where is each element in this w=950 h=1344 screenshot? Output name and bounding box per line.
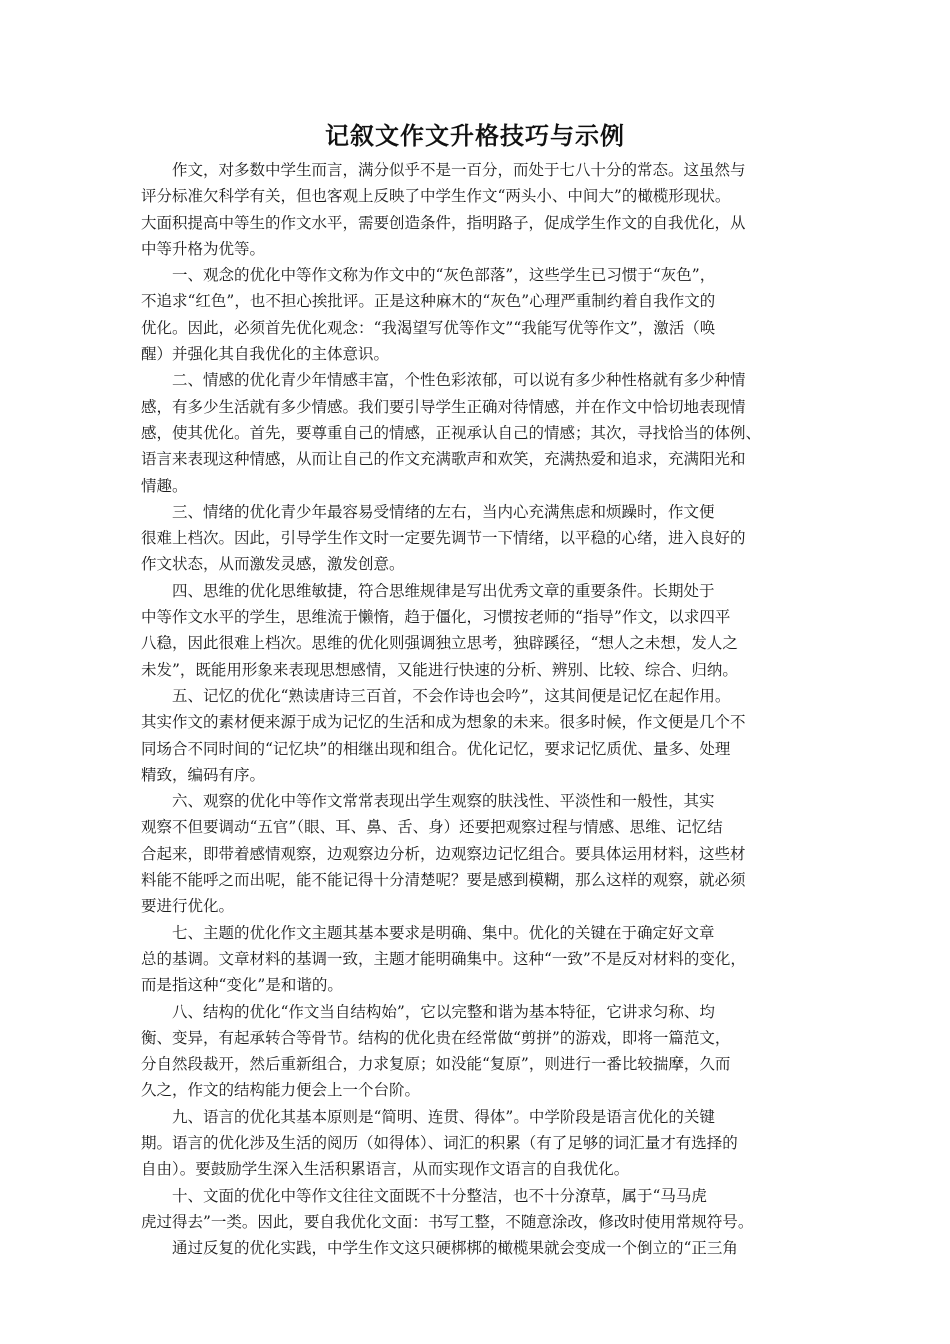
- paragraph-line: 评分标准欠科学有关，但也客观上反映了中学生作文“两头小、中间大”的橄榄形现状。: [141, 187, 731, 206]
- paragraph-line: 合起来，即带着感情观察，边观察边分析，边观察边记忆组合。要具体运用材料，这些材: [141, 844, 746, 863]
- paragraph-line: 期。语言的优化涉及生活的阅历（如得体）、词汇的积累（有了足够的词汇量才有选择的: [141, 1133, 738, 1152]
- paragraph-first-line: 七、主题的优化作文主题其基本要求是明确、集中。优化的关键在于确定好文章: [172, 923, 715, 942]
- paragraph-line: 总的基调。文章材料的基调一致，主题才能明确集中。这种“一致”不是反对材料的变化，: [141, 949, 746, 968]
- paragraph-line: 观察不但要调动“五官”（眼、耳、鼻、舌、身）还要把观察过程与情感、思维、记忆结: [141, 818, 723, 837]
- paragraph-line: 醒）并强化其自我优化的主体意识。: [141, 345, 390, 364]
- paragraph-line: 分自然段裁开，然后重新组合，力求复原；如没能“复原”，则进行一番比较揣摩，久而: [141, 1055, 731, 1074]
- paragraph-first-line: 五、记忆的优化“熟读唐诗三百首，不会作诗也会吟”，这其间便是记忆在起作用。: [172, 686, 731, 705]
- document-body: [141, 157, 821, 1261]
- paragraph-line: 中等升格为优等。: [141, 239, 266, 258]
- document-title: 记叙文作文升格技巧与示例: [325, 122, 625, 150]
- paragraph-line: 感，使其优化。首先，要尊重自己的情感，正视承认自己的情感；其次，寻找恰当的体例、: [141, 423, 762, 442]
- paragraph-line: 同场合不同时间的“记忆块”的相继出现和组合。优化记忆，要求记忆质优、量多、处理: [141, 739, 731, 758]
- paragraph-line: 自由）。要鼓励学生深入生活积累语言，从而实现作文语言的自我优化。: [141, 1160, 630, 1179]
- paragraph-line: 语言来表现这种情感，从而让自己的作文充满歌声和欢笑，充满热爱和追求，充满阳光和: [141, 450, 746, 469]
- paragraph-line: 未发”，既能用形象来表现思想感情，又能进行快速的分析、辨别、比较、综合、归纳。: [141, 660, 738, 679]
- paragraph-first-line: 四、思维的优化思维敏捷，符合思维规律是写出优秀文章的重要条件。长期处于: [172, 581, 715, 600]
- paragraph-line: 作文状态，从而激发灵感，激发创意。: [141, 555, 405, 574]
- paragraph-first-line: 作文，对多数中学生而言，满分似乎不是一百分，而处于七八十分的常态。这虽然与: [172, 161, 746, 179]
- paragraph-first-line: 二、情感的优化青少年情感丰富，个性色彩浓郁，可以说有多少种性格就有多少种情: [172, 371, 746, 390]
- paragraph-first-line: 八、结构的优化“作文当自结构始”，它以完整和谐为基本特征，它讲求匀称、均: [172, 1002, 715, 1021]
- paragraph-first-line: 九、语言的优化其基本原则是“简明、连贯、得体”。中学阶段是语言优化的关键: [172, 1107, 715, 1126]
- paragraph-line: 感，有多少生活就有多少情感。我们要引导学生正确对待情感，并在作文中恰切地表现情: [141, 397, 746, 416]
- paragraph-first-line: 十、文面的优化中等作文往往文面既不十分整洁，也不十分潦草，属于“马马虎: [172, 1186, 707, 1205]
- paragraph-line: 情趣。: [141, 476, 188, 495]
- paragraph-line: 要进行优化。: [141, 897, 235, 916]
- paragraph-line: 大面积提高中等生的作文水平，需要创造条件，指明路子，促成学生作文的自我优化，从: [141, 213, 746, 232]
- paragraph-line: 虎过得去”一类。因此，要自我优化文面：书写工整，不随意涂改，修改时使用常规符号。: [141, 1212, 754, 1231]
- paragraph-line: 料能不能呼之而出呢，能不能记得十分清楚呢？要是感到模糊，那么这样的观察，就必须: [141, 871, 746, 890]
- paragraph-first-line: 六、观察的优化中等作文常常表现出学生观察的肤浅性、平淡性和一般性，其实: [172, 792, 715, 811]
- paragraph-line: 久之，作文的结构能力便会上一个台阶。: [141, 1081, 421, 1100]
- paragraph-line: 优化。因此，必须首先优化观念：“我渴望写优等作文”“我能写优等作文”，激活（唤: [141, 318, 716, 337]
- paragraph-first-line: 三、情绪的优化青少年最容易受情绪的左右，当内心充满焦虑和烦躁时，作文便: [172, 502, 715, 521]
- paragraph-line: 中等作文水平的学生，思维流于懒惰，趋于僵化，习惯按老师的“指导”作文，以求四平: [141, 608, 731, 627]
- paragraph-line: 其实作文的素材便来源于成为记忆的生活和成为想象的未来。很多时候，作文便是几个不: [141, 713, 746, 732]
- paragraph-line: 很难上档次。因此，引导学生作文时一定要先调节一下情绪，以平稳的心绪，进入良好的: [141, 529, 746, 548]
- paragraph-line: 衡、变异，有起承转合等骨节。结构的优化贵在经常做“剪拼”的游戏，即将一篇范文，: [141, 1028, 731, 1047]
- paragraph-line: 八稳，因此很难上档次。思维的优化则强调独立思考，独辟蹊径，“想人之未想，发人之: [141, 634, 738, 653]
- paragraph-line: 而是指这种“变化”是和谐的。: [141, 976, 343, 995]
- paragraph-first-line: 一、观念的优化中等作文称为作文中的“灰色部落”，这些学生已习惯于“灰色”，: [172, 266, 716, 285]
- paragraph-line: 精致，编码有序。: [141, 765, 266, 784]
- paragraph-first-line: 通过反复的优化实践，中学生作文这只硬梆梆的橄榄果就会变成一个倒立的“正三角: [172, 1239, 738, 1258]
- paragraph-line: 不追求“红色”，也不担心挨批评。正是这种麻木的“灰色”心理严重制约着自我作文的: [141, 292, 716, 311]
